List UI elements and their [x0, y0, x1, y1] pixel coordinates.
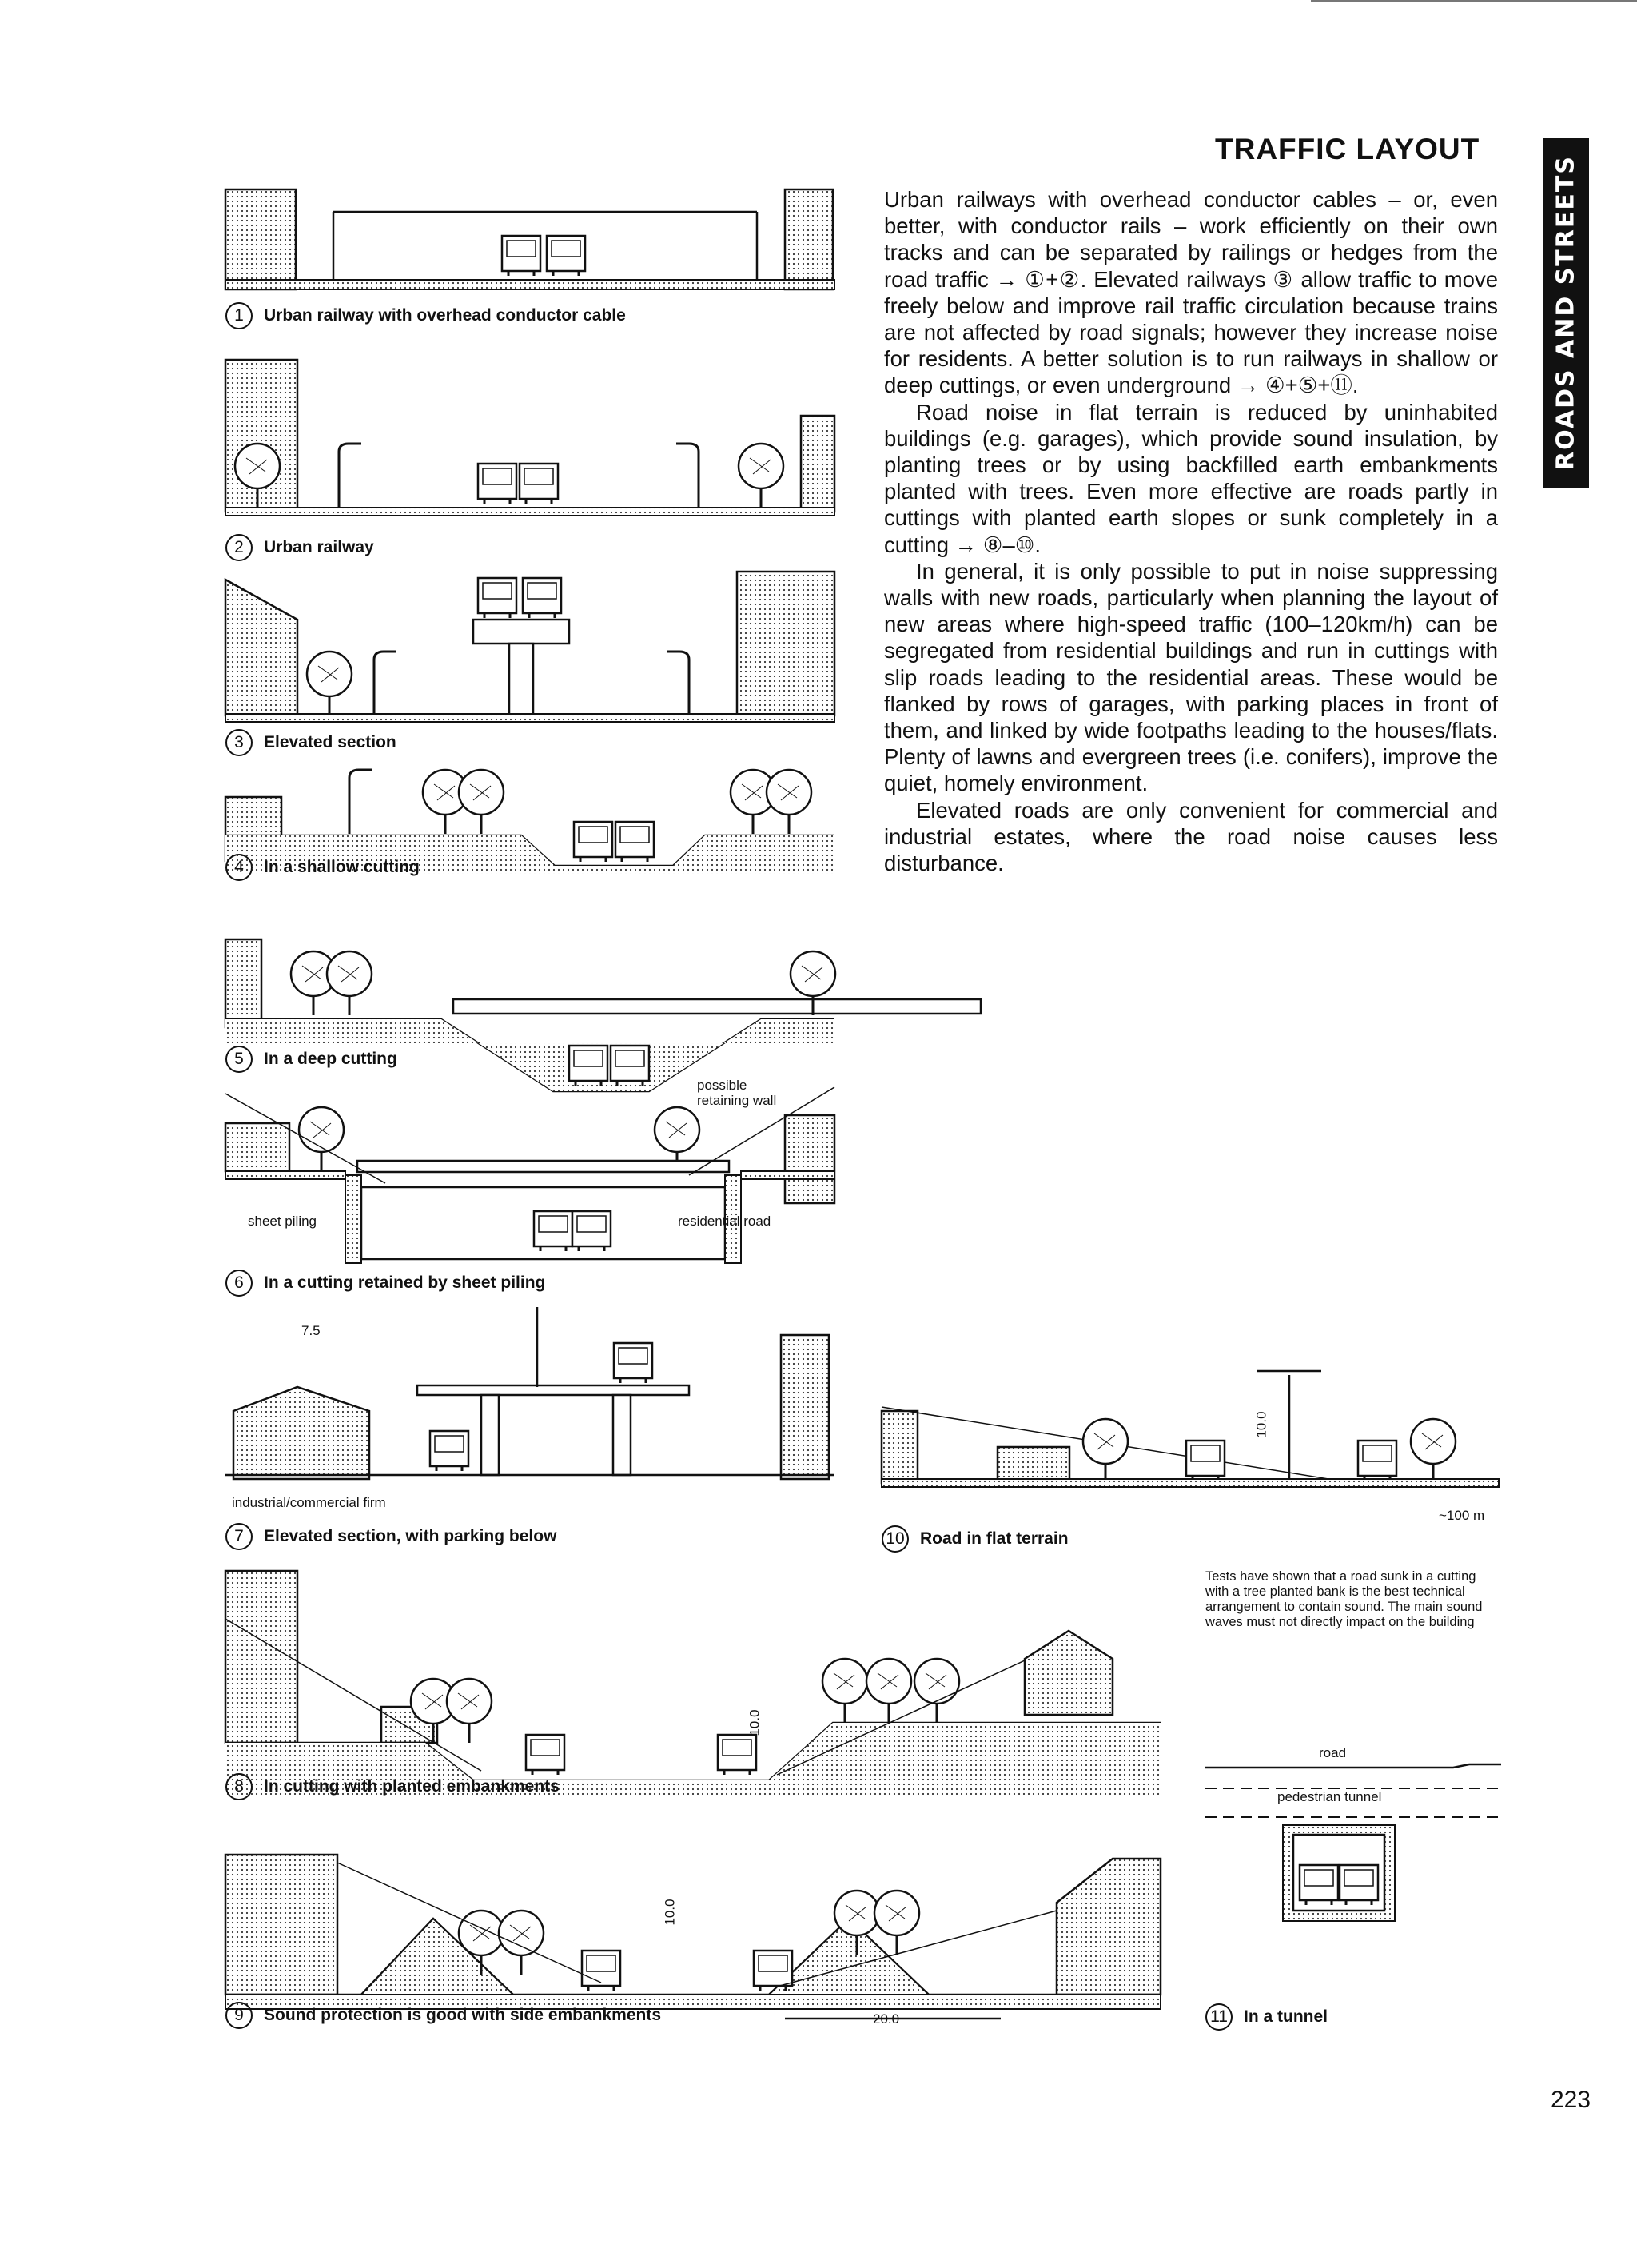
figure-2-caption	[225, 534, 374, 561]
caption-text: In a shallow cutting	[264, 858, 420, 876]
label-dim-100m: ~100 m	[1439, 1508, 1485, 1523]
caption-text: In cutting with planted embankments	[264, 1777, 560, 1796]
figure-10-caption	[882, 1525, 1069, 1553]
figure-11-caption	[1205, 2003, 1328, 2031]
figure-2-drawing	[225, 352, 834, 520]
paragraph: Elevated roads are only convenient for commercial and industrial estates, where the road noise causes less disturbance.	[884, 797, 1498, 876]
figure-10-note: Tests have shown that a road sunk in a cutting with a tree planted bank is the best technical arrangement to contain sound. The main sound waves must not directly impact on the building	[1205, 1569, 1483, 1629]
figure-number: 3	[225, 729, 253, 756]
figure-number: 5	[225, 1046, 253, 1073]
figure-8-drawing	[225, 1571, 1161, 1803]
label-industrial-firm: industrial/commercial firm	[232, 1495, 386, 1510]
page-title: TRAFFIC LAYOUT	[1215, 133, 1480, 165]
figure-1-drawing	[225, 180, 834, 292]
figure-4-caption	[225, 854, 420, 881]
label-dim-10-0: 10.0	[747, 1709, 763, 1736]
caption-text: In a cutting retained by sheet piling	[264, 1274, 546, 1292]
label-dim-7-5: 7.5	[301, 1323, 321, 1338]
figure-9-drawing	[225, 1839, 1161, 2015]
label-residential-road: residential road	[678, 1214, 771, 1229]
figure-5-drawing	[225, 939, 834, 1099]
paragraph: In general, it is only possible to put in noise suppressing walls with new roads, particularly when planning the layout of new areas where high-speed traffic (100–120km/h) can be segregated from residential buildings and run in cuttings with slip roads leading to the residential areas. These would be flanked by rows of garages, with parking places in front of them, and linked by wide footpaths leading to the houses/flats. Plenty of lawns and evergreen trees (i.e. conifers), improve the quiet, homely environment.	[884, 558, 1498, 796]
paragraph: Road noise in flat terrain is reduced by uninhabited buildings (e.g. garages), which provide sound insulation, by planting trees or by using backfilled earth embankments planted with trees. Even more effective are roads partly in cuttings with planted earth slopes or sunk completely in a cutting → ⑧–⑩.	[884, 399, 1498, 557]
figure-number: 7	[225, 1523, 253, 1550]
section-tab-label: ROADS AND STREETS	[1551, 155, 1580, 470]
figure-1-caption	[225, 302, 626, 329]
caption-text: Road in flat terrain	[920, 1529, 1069, 1548]
figure-number: 11	[1205, 2003, 1233, 2031]
figure-number: 10	[882, 1525, 909, 1553]
label-dim-10-0: 10.0	[662, 1899, 678, 1926]
figure-7-caption	[225, 1523, 556, 1550]
figure-8-caption	[225, 1773, 560, 1800]
label-possible-retaining-wall: possible retaining wall	[697, 1078, 777, 1108]
figure-6-drawing	[225, 1087, 834, 1267]
figure-3-drawing	[225, 564, 834, 723]
figure-10-drawing	[882, 1359, 1499, 1503]
figure-number: 1	[225, 302, 253, 329]
caption-text: Urban railway	[264, 538, 374, 556]
body-text	[884, 186, 1498, 876]
figure-5-caption	[225, 1046, 397, 1073]
caption-text: In a deep cutting	[264, 1050, 397, 1068]
section-tab	[1543, 138, 1589, 488]
figure-9-caption	[225, 2002, 661, 2029]
label-dim-20-0: 20.0	[873, 2011, 900, 2027]
figure-number: 8	[225, 1773, 253, 1800]
top-rule	[1311, 0, 1637, 2]
caption-text: Elevated section	[264, 733, 396, 751]
label-sheet-piling: sheet piling	[248, 1214, 317, 1229]
figure-number: 4	[225, 854, 253, 881]
figure-6-caption	[225, 1270, 545, 1297]
figure-number: 2	[225, 534, 253, 561]
label-road: road	[1319, 1745, 1347, 1760]
caption-text: Sound protection is good with side embankments	[264, 2006, 662, 2024]
figure-number: 9	[225, 2002, 253, 2029]
label-dim-10-0: 10.0	[1253, 1411, 1269, 1438]
caption-text: Urban railway with overhead conductor cable	[264, 306, 626, 325]
label-pedestrian-tunnel: pedestrian tunnel	[1277, 1789, 1382, 1804]
figure-number: 6	[225, 1270, 253, 1297]
page-number: 223	[1551, 2087, 1591, 2113]
caption-text: Elevated section, with parking below	[264, 1527, 557, 1545]
paragraph: Urban railways with overhead conductor cables – or, even better, with conductor rails – work efficiently on their own tracks and can be separated by railings or hedges from the road traffic → ①+②. Elevated railways ③ allow traffic to move freely below and improve rail traffic circulation because trains are not affected by road signals; however they increase noise for residents. A better solution is to run railways in shallow or deep cuttings, or even underground → ④+⑤+⑪.	[884, 187, 1498, 398]
caption-text: In a tunnel	[1244, 2007, 1328, 2026]
